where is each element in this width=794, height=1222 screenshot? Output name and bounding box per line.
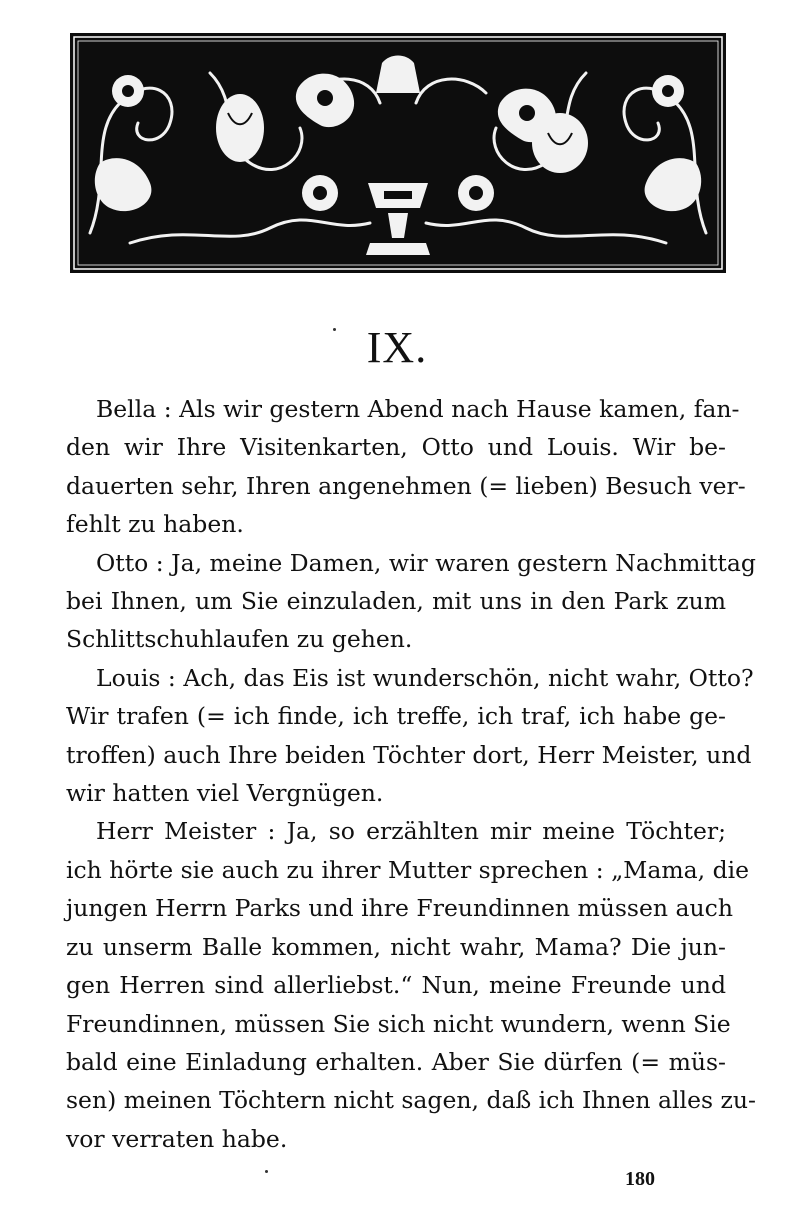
paragraph-louis [66, 659, 754, 813]
text-line: Otto : Ja, meine Damen, wir waren gestern Nachmittag [96, 548, 756, 577]
text-line: ich hörte sie auch zu ihrer Mutter sprechen : „Mama, die [66, 855, 750, 884]
ornament-graphic [70, 33, 726, 273]
text-line: zu unserm Balle kommen, nicht wahr, Mama? Die jun- [66, 932, 726, 961]
text-line: Louis : Ach, das Eis ist wunderschön, nicht wahr, Otto? [96, 663, 754, 692]
text-line: fehlt zu haben. [66, 510, 244, 539]
text-line: Bella : Als wir gestern Abend nach Hause kamen, fan- [96, 395, 740, 423]
print-speck [265, 1170, 268, 1173]
page-number: 180 [625, 1168, 655, 1190]
text-line: Schlittschuhlaufen zu gehen. [66, 625, 413, 654]
paragraph-otto [66, 544, 756, 659]
decorative-header-ornament [70, 33, 726, 273]
print-speck [333, 328, 336, 331]
chapter-title: IX. [366, 323, 428, 372]
dialogue-text [66, 390, 756, 1158]
text-line: bei Ihnen, um Sie einzuladen, mit uns in den Park zum [66, 587, 726, 616]
paragraph-herr-meister [66, 812, 756, 1158]
text-line: den wir Ihre Visitenkarten, Otto und Louis. Wir be- [66, 433, 726, 462]
text-line: Herr Meister : Ja, so erzählten mir meine Töchter; [96, 817, 726, 846]
text-line: Freundinnen, müssen Sie sich nicht wundern, wenn Sie [66, 1009, 731, 1038]
text-line: wir hatten viel Vergnügen. [66, 779, 384, 808]
text-line: bald eine Einladung erhalten. Aber Sie dürfen (= müs- [66, 1047, 726, 1076]
paragraph-bella [66, 390, 746, 544]
text-line: gen Herren sind allerliebst.“ Nun, meine Freunde und [66, 971, 726, 1000]
text-line: jungen Herrn Parks und ihre Freundinnen müssen auch [66, 894, 733, 923]
text-line: vor verraten habe. [66, 1124, 288, 1153]
text-line: dauerten sehr, Ihren angenehmen (= lieben) Besuch ver- [66, 471, 746, 500]
text-line: Wir trafen (= ich finde, ich treffe, ich traf, ich habe ge- [66, 702, 726, 731]
text-line: sen) meinen Töchtern nicht sagen, daß ich Ihnen alles zu- [66, 1086, 756, 1115]
text-line: troffen) auch Ihre beiden Töchter dort, Herr Meister, und [66, 740, 752, 769]
